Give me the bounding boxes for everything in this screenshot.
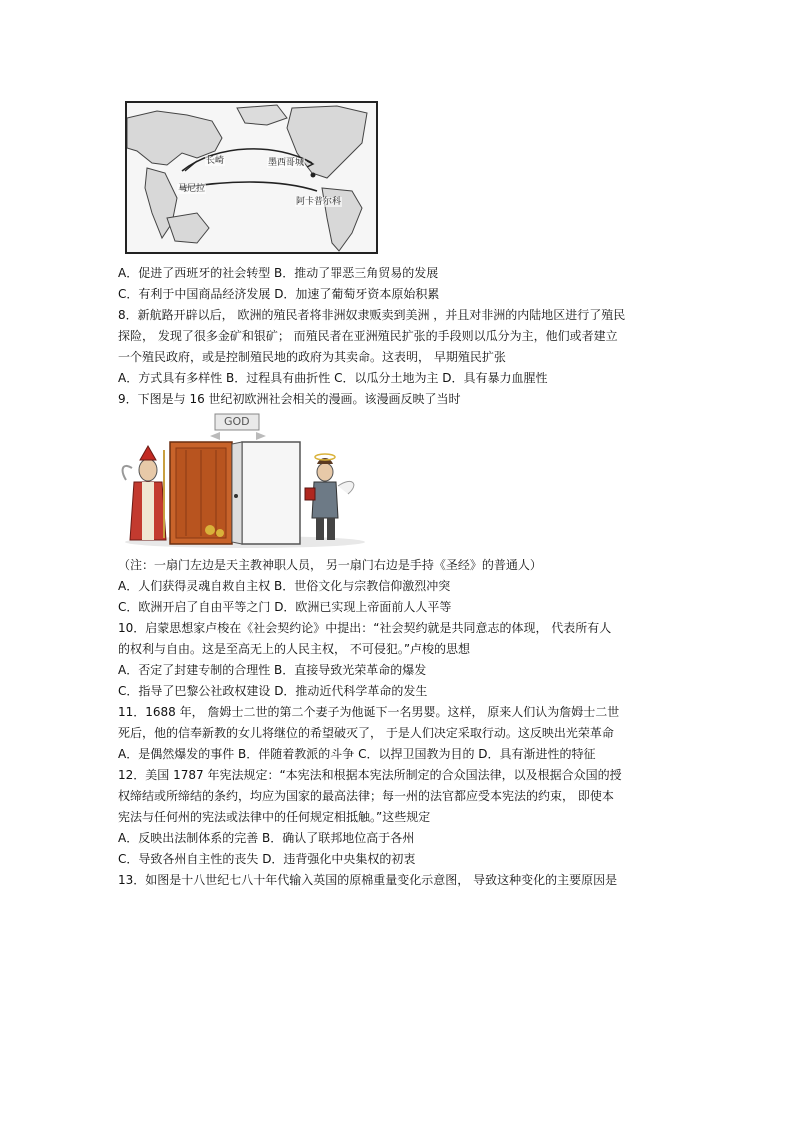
q9-note: （注：一扇门左边是天主教神职人员， 另一扇门右边是手持《圣经》的普通人） (118, 558, 542, 572)
world-map-image (127, 103, 376, 252)
q9-options-line-2: C．欧洲开启了自由平等之门 D．欧洲已实现上帝面前人人平等 (118, 600, 452, 614)
q10-options-line-2: C．指导了巴黎公社政权建设 D．推动近代科学革命的发生 (118, 684, 428, 698)
q8-stem-line-2: 探险， 发现了很多金矿和银矿； 而殖民者在亚洲殖民扩张的手段则以瓜分为主，他们或者建立 (118, 329, 618, 343)
trade-route-map (125, 101, 378, 254)
q13-stem: 13．如图是十八世纪七八十年代输入英国的原棉重量变化示意图， 导致这种变化的主要原因是 (118, 873, 618, 887)
q10-stem-line-1: 10．启蒙思想家卢梭在《社会契约论》中提出：“社会契约就是共同意志的体现， 代表所有人 (118, 621, 612, 635)
q7-options-line-2: C．有利于中国商品经济发展 D．加速了葡萄牙资本原始积累 (118, 287, 440, 301)
q10-stem-line-2: 的权利与自由。这是至高无上的人民主权， 不可侵犯。”卢梭的思想 (118, 642, 471, 656)
reformation-cartoon (120, 410, 370, 550)
q9-options-line-1: A．人们获得灵魂自救自主权 B．世俗文化与宗教信仰激烈冲突 (118, 579, 451, 593)
map-label-mexico-city: 墨西哥城 (268, 158, 305, 168)
map-label-manila: 马尼拉 (178, 184, 206, 194)
q8-stem-line-1: 8．新航路开辟以后， 欧洲的殖民者将非洲奴隶贩卖到美洲 ，并且对非洲的内陆地区进行了殖民 (118, 308, 626, 322)
q12-stem-line-2: 权缔结或所缔结的条约，均应为国家的最高法律；每一州的法官都应受本宪法的约束， 即使本 (118, 789, 614, 803)
q7-options-line-1: A．促进了西班牙的社会转型 B．推动了罪恶三角贸易的发展 (118, 266, 439, 280)
q11-stem-line-1: 11．1688 年， 詹姆士二世的第二个妻子为他诞下一名男婴。这样， 原来人们认为詹姆士二世 (118, 705, 620, 719)
q11-options: A．是偶然爆发的事件 B．伴随着教派的斗争 C．以捍卫国教为目的 D．具有渐进性的特征 (118, 747, 596, 761)
q8-stem-line-3: 一个殖民政府，或是控制殖民地的政府为其卖命。这表明， 早期殖民扩张 (118, 350, 506, 364)
cartoon-image (120, 410, 370, 550)
q12-options-line-1: A．反映出法制体系的完善 B．确认了联邦地位高于各州 (118, 831, 415, 845)
map-label-acapulco: 阿卡普尔科 (296, 197, 342, 207)
cartoon-sign-text: GOD (224, 415, 250, 428)
q11-stem-line-2: 死后，他的信奉新教的女儿将继位的希望破灭了， 于是人们决定采取行动。这反映出光荣革命 (118, 726, 614, 740)
q8-options: A．方式具有多样性 B．过程具有曲折性 C．以瓜分土地为主 D．具有暴力血腥性 (118, 371, 548, 385)
q9-stem: 9．下图是与 16 世纪初欧洲社会相关的漫画。该漫画反映了当时 (118, 392, 461, 406)
q10-options-line-1: A．否定了封建专制的合理性 B．直接导致光荣革命的爆发 (118, 663, 427, 677)
map-label-nagasaki: 长崎 (206, 156, 225, 166)
q12-options-line-2: C．导致各州自主性的丧失 D．违背强化中央集权的初衷 (118, 852, 416, 866)
q12-stem-line-1: 12．美国 1787 年宪法规定：“本宪法和根据本宪法所制定的合众国法律，以及根据合众国的授 (118, 768, 622, 782)
q12-stem-line-3: 宪法与任何州的宪法或法律中的任何规定相抵触。”这些规定 (118, 810, 431, 824)
